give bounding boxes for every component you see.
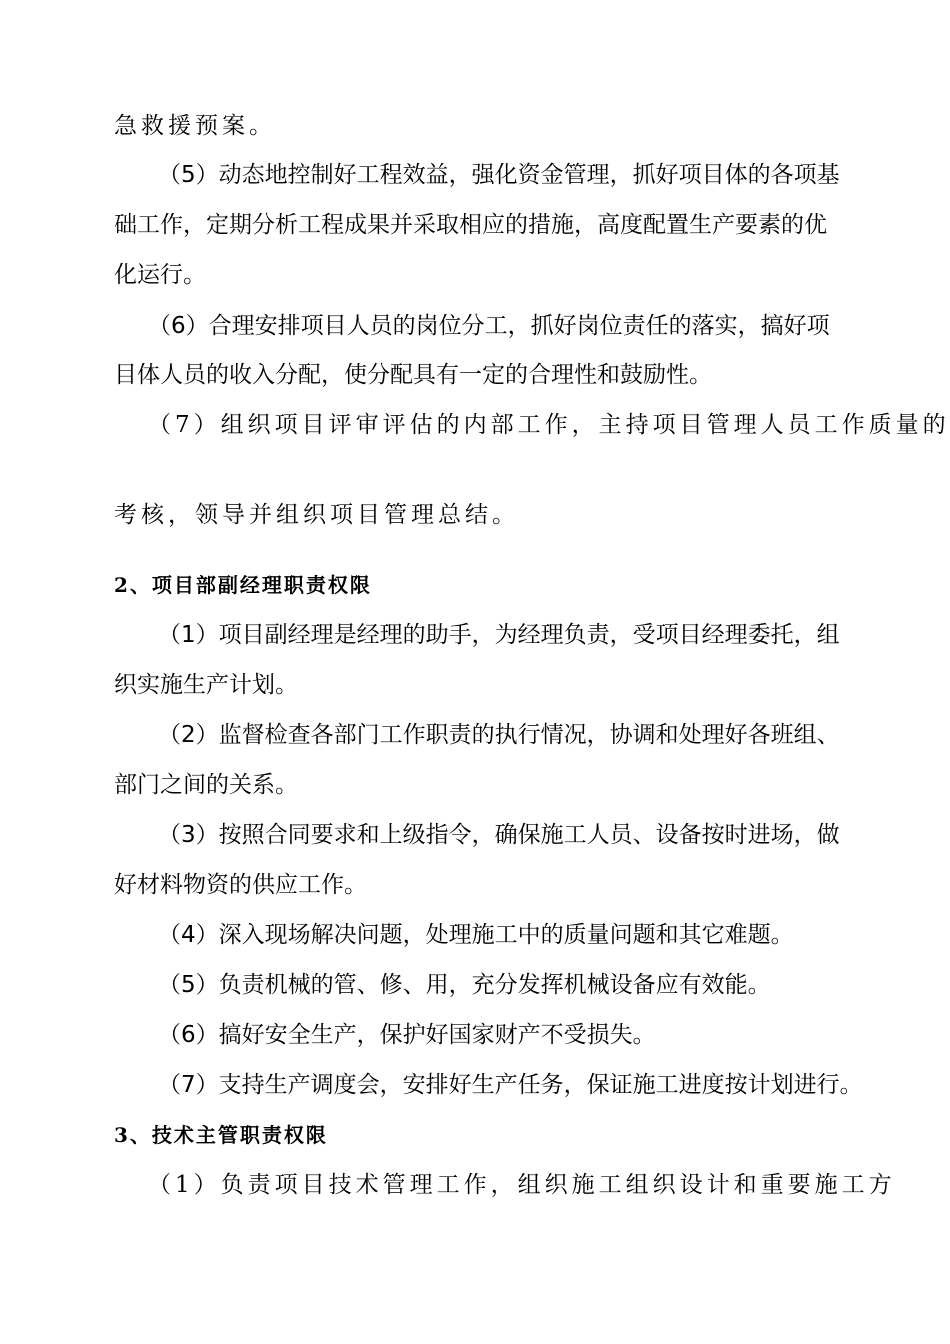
paragraph-line: （3）按照合同要求和上级指令，确保施工人员、设备按时进场，做 [158, 822, 840, 848]
paragraph-line: 础工作，定期分析工程成果并采取相应的措施，高度配置生产要素的优 [114, 212, 827, 238]
section-heading: 3、技术主管职责权限 [114, 1123, 328, 1147]
paragraph-line: （4）深入现场解决问题，处理施工中的质量问题和其它难题。 [158, 922, 794, 948]
paragraph-line: （1）负责项目技术管理工作，组织施工组织设计和重要施工方 [148, 1172, 896, 1198]
paragraph-line: 目体人员的收入分配，使分配具有一定的合理性和鼓励性。 [114, 362, 712, 388]
paragraph-line: （5）负责机械的管、修、用，充分发挥机械设备应有效能。 [158, 972, 771, 998]
paragraph-line: 考核，领导并组织项目管理总结。 [114, 502, 519, 528]
paragraph-line: （6）合理安排项目人员的岗位分工，抓好岗位责任的落实，搞好项 [148, 313, 830, 339]
paragraph-line: 急救援预案。 [114, 113, 276, 139]
paragraph-line: （7）组织项目评审评估的内部工作，主持项目管理人员工作质量的 [148, 412, 950, 438]
paragraph-line: 化运行。 [114, 262, 206, 288]
paragraph-line: （6）搞好安全生产，保护好国家财产不受损失。 [158, 1022, 656, 1048]
paragraph-line: （5）动态地控制好工程效益，强化资金管理，抓好项目体的各项基 [158, 162, 840, 188]
paragraph-line: （2）监督检查各部门工作职责的执行情况，协调和处理好各班组、 [158, 722, 840, 748]
paragraph-line: （7）支持生产调度会，安排好生产任务，保证施工进度按计划进行。 [158, 1072, 863, 1098]
paragraph-line: 部门之间的关系。 [114, 772, 298, 798]
paragraph-line: （1）项目副经理是经理的助手，为经理负责，受项目经理委托，组 [158, 622, 840, 648]
paragraph-line: 织实施生产计划。 [114, 672, 298, 698]
paragraph-line: 好材料物资的供应工作。 [114, 872, 367, 898]
section-heading: 2、项目部副经理职责权限 [114, 573, 372, 597]
